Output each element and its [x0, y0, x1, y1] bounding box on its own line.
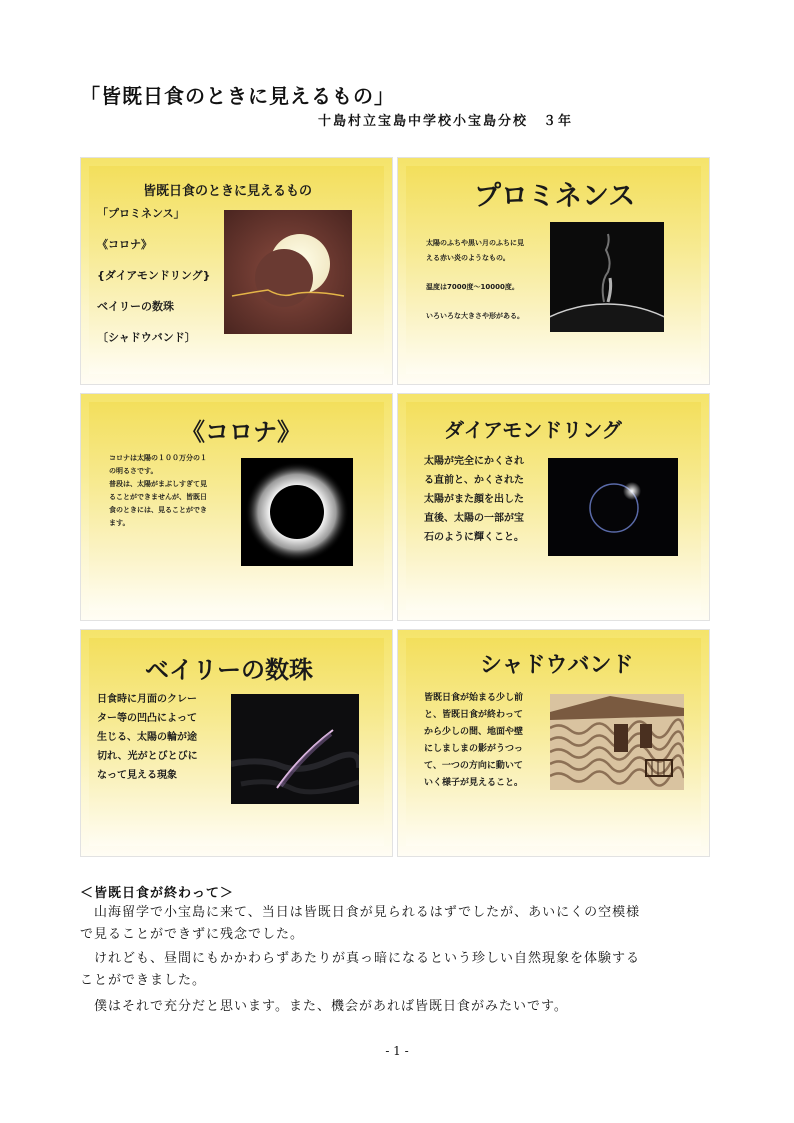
slide-overview — [80, 157, 393, 385]
text-line: と、皆既日食が終わって — [424, 710, 523, 720]
text-line: で見ることができずに残念でした。 — [80, 927, 305, 942]
slide-corona — [80, 393, 393, 621]
partial-eclipse-photo — [224, 210, 352, 334]
text-line: 普段は、太陽がまぶしすぎて見 — [109, 480, 207, 488]
text-line: けれども、昼間にもかかわらずあたりが真っ暗になるという珍しい自然現象を体験する — [80, 951, 641, 966]
text-line: ことができました。 — [80, 973, 207, 988]
list-item: 「プロミネンス」 — [97, 207, 185, 220]
slide-diamond-ring — [397, 393, 710, 621]
slide-title: ダイアモンドリング — [444, 418, 622, 442]
text-line: 石のように輝くこと。 — [424, 532, 524, 543]
reflection-paragraph — [80, 996, 720, 1018]
reflection-heading: ＜皆既日食が終わって＞ — [80, 886, 234, 901]
text-line: る直前と、かくされた — [424, 475, 524, 486]
document-title: 「皆既日食のときに見えるもの」 — [80, 84, 395, 108]
diamond-ring-photo — [548, 458, 678, 556]
list-item: {ダイアモンドリング} — [97, 269, 211, 282]
slide-title: シャドウバンド — [480, 653, 634, 678]
list-item: 《コロナ》 — [97, 238, 152, 251]
text-line: 僕はそれで充分だと思います。また、機会があれば皆既日食がみたいです。 — [80, 999, 568, 1014]
slide-prominence — [397, 157, 710, 385]
slide-title: ベイリーの数珠 — [145, 656, 313, 684]
text-line: 温度は7000度～10000度。 — [426, 283, 519, 291]
text-line: 太陽のふちや黒い月のふちに見 — [426, 239, 524, 247]
slide-shadow-bands — [397, 629, 710, 857]
slide-title: 皆既日食のときに見えるもの — [143, 184, 313, 199]
text-line: から少しの間、地面や壁 — [424, 727, 524, 737]
slide-body — [109, 452, 207, 530]
text-line: 日食時に月面のクレー — [97, 694, 197, 705]
list-item: 〔シャドウバンド〕 — [97, 331, 196, 344]
reflection-paragraph — [80, 902, 720, 946]
text-line: の明るさです。 — [109, 467, 158, 475]
text-line: 皆既日食が始まる少し前 — [424, 693, 524, 703]
text-line: ます。 — [109, 519, 130, 527]
document-subtitle: 十島村立宝島中学校小宝島分校 ３年 — [318, 114, 574, 129]
slide-list — [97, 198, 210, 353]
text-line: 太陽が完全にかくされ — [424, 456, 524, 467]
text-line: 太陽がまた顔を出した — [424, 494, 524, 505]
corona-photo — [241, 458, 353, 566]
text-line: 山海留学で小宝島に来て、当日は皆既日食が見られるはずでしたが、あいにくの空模様 — [80, 905, 641, 920]
text-line: コロナは太陽の１００万分の１ — [109, 454, 207, 462]
slide-body — [97, 690, 198, 785]
slide-body — [424, 452, 524, 547]
text-line: て、一つの方向に動いて — [424, 761, 523, 771]
text-line: いろいろな大きさや形がある。 — [426, 312, 524, 320]
bailys-beads-photo — [231, 694, 359, 804]
text-line: える赤い炎のようなもの。 — [426, 254, 510, 262]
text-line: なって見える現象 — [97, 770, 177, 781]
page-number: - 1 - — [385, 1044, 409, 1058]
text-line: 生じる、太陽の輪が途 — [97, 732, 197, 743]
slide-title: プロミネンス — [474, 181, 636, 212]
text-line: 切れ、光がとびとびに — [97, 751, 198, 762]
text-line: いく様子が見えること。 — [424, 778, 524, 788]
text-line: 直後、太陽の一部が宝 — [424, 513, 524, 524]
shadow-bands-photo — [550, 694, 684, 790]
text-line: ター等の凹凸によって — [97, 713, 197, 724]
slide-body — [424, 690, 523, 792]
text-line: にしましまの影がうつっ — [424, 744, 523, 754]
prominence-photo — [550, 222, 664, 332]
slide-title: 《コロナ》 — [181, 418, 301, 446]
list-item: ベイリーの数珠 — [97, 300, 174, 313]
slide-bailys-beads — [80, 629, 393, 857]
text-line: 食のときには、見ることができ — [109, 506, 207, 514]
reflection-paragraph — [80, 948, 720, 992]
slide-body — [426, 236, 524, 324]
text-line: ることができませんが、皆既日 — [109, 493, 207, 501]
